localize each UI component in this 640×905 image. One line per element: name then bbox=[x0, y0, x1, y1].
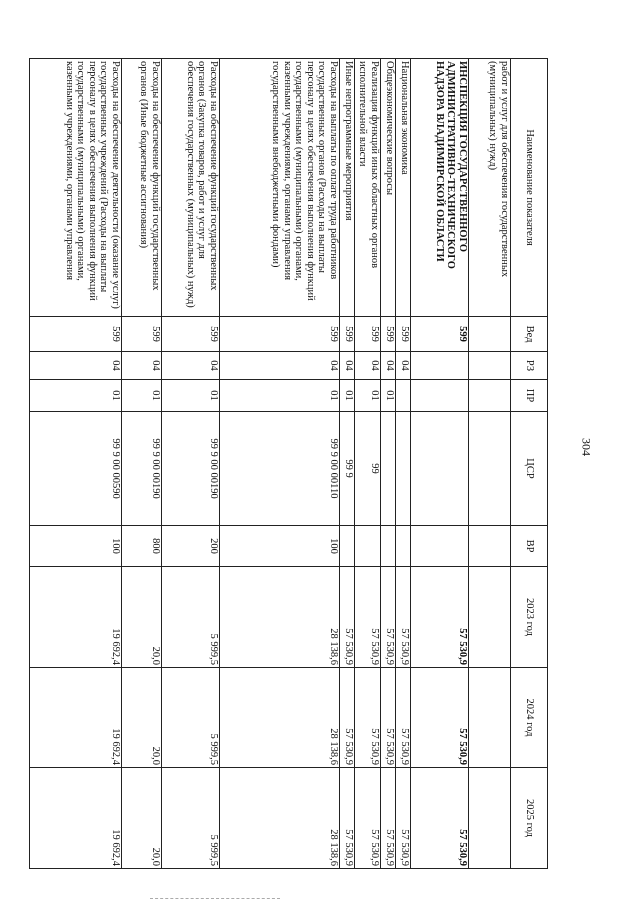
cell-y2025: 57 530,9 bbox=[355, 768, 381, 869]
cell-y2023: 19 692,4 bbox=[30, 567, 122, 668]
table-row bbox=[162, 59, 220, 869]
cell-name: Расходы на выплаты по оплате труда работников государственных органов (Расходы на выплаты персоналу в целях обеспечения выполнения функций государственными (муниципальными) органами, казенными учреждениями, органами управления государственными внебюджетными фондами) bbox=[220, 59, 340, 317]
cell-csr bbox=[396, 412, 411, 526]
cell-pr: 01 bbox=[162, 380, 220, 412]
cell-y2024 bbox=[469, 668, 511, 768]
cell-name: Расходы на обеспечение функций государственных органов (Закупка товаров, работ и услуг для обеспечения государственных (муниципальных) нужд) bbox=[162, 59, 220, 317]
cell-y2024: 57 530,9 bbox=[355, 668, 381, 768]
cell-rz: 04 bbox=[162, 352, 220, 380]
cell-y2023 bbox=[469, 567, 511, 668]
header-2025: 2025 год bbox=[511, 768, 548, 869]
cell-rz: 04 bbox=[355, 352, 381, 380]
cell-csr: 99 9 00 00110 bbox=[220, 412, 340, 526]
cell-ved bbox=[469, 317, 511, 352]
header-pr: ПР bbox=[511, 380, 548, 412]
header-name: Наименование показателя bbox=[511, 59, 548, 317]
cell-y2024: 19 692,4 bbox=[30, 668, 122, 768]
scan-edge-line bbox=[150, 898, 280, 899]
cell-y2023: 28 138,6 bbox=[220, 567, 340, 668]
cell-vr bbox=[396, 526, 411, 567]
cell-csr: 99 9 00 00590 bbox=[30, 412, 122, 526]
cell-ved: 599 bbox=[381, 317, 396, 352]
cell-pr: 01 bbox=[340, 380, 355, 412]
cell-pr: 01 bbox=[30, 380, 122, 412]
cell-y2023: 57 530,9 bbox=[381, 567, 396, 668]
cell-pr bbox=[469, 380, 511, 412]
header-2023: 2023 год bbox=[511, 567, 548, 668]
cell-ved: 599 bbox=[162, 317, 220, 352]
cell-y2023: 20,0 bbox=[122, 567, 162, 668]
cell-y2023: 57 530,9 bbox=[355, 567, 381, 668]
cell-vr: 800 bbox=[122, 526, 162, 567]
cell-ved: 599 bbox=[30, 317, 122, 352]
cell-y2024: 57 530,9 bbox=[411, 668, 469, 768]
cell-y2025: 57 530,9 bbox=[396, 768, 411, 869]
cell-pr: 01 bbox=[355, 380, 381, 412]
budget-table bbox=[29, 58, 548, 869]
cell-csr: 99 9 00 00190 bbox=[162, 412, 220, 526]
table-header-row bbox=[511, 59, 548, 869]
page-number: 304 bbox=[579, 438, 594, 456]
cell-y2024: 5 999,5 bbox=[162, 668, 220, 768]
cell-y2024: 57 530,9 bbox=[381, 668, 396, 768]
cell-y2025: 20,0 bbox=[122, 768, 162, 869]
cell-name: работ и услуг для обеспечения государственных (муниципальных) нужд) bbox=[469, 59, 511, 317]
cell-rz bbox=[411, 352, 469, 380]
cell-rz: 04 bbox=[122, 352, 162, 380]
cell-csr: 99 9 bbox=[340, 412, 355, 526]
header-vr: ВР bbox=[511, 526, 548, 567]
cell-y2024: 28 138,6 bbox=[220, 668, 340, 768]
cell-csr bbox=[469, 412, 511, 526]
header-ved: Вед bbox=[511, 317, 548, 352]
cell-name: Национальная экономика bbox=[396, 59, 411, 317]
cell-rz bbox=[469, 352, 511, 380]
table-row bbox=[381, 59, 396, 869]
header-2024: 2024 год bbox=[511, 668, 548, 768]
cell-name: Расходы на обеспечение функций государственных органов (Иные бюджетные ассигнования) bbox=[122, 59, 162, 317]
cell-vr bbox=[469, 526, 511, 567]
cell-rz: 04 bbox=[381, 352, 396, 380]
cell-vr: 100 bbox=[30, 526, 122, 567]
table-row bbox=[340, 59, 355, 869]
cell-y2025: 19 692,4 bbox=[30, 768, 122, 869]
cell-ved: 599 bbox=[340, 317, 355, 352]
cell-ved: 599 bbox=[220, 317, 340, 352]
cell-name: Иные непрограммные мероприятия bbox=[340, 59, 355, 317]
cell-csr: 99 bbox=[355, 412, 381, 526]
cell-csr bbox=[411, 412, 469, 526]
cell-y2023: 5 999,5 bbox=[162, 567, 220, 668]
table-row bbox=[469, 59, 511, 869]
cell-y2024: 20,0 bbox=[122, 668, 162, 768]
cell-pr bbox=[411, 380, 469, 412]
table-row bbox=[122, 59, 162, 869]
cell-name: Расходы на обеспечение деятельности (оказание услуг) государственных учреждений (Расходы на выплаты персоналу в целях обеспечения выполнения функций государственными (муниципальными) органами, казенными учреждениями, органами управления bbox=[30, 59, 122, 317]
cell-rz: 04 bbox=[340, 352, 355, 380]
cell-y2024: 57 530,9 bbox=[340, 668, 355, 768]
cell-y2023: 57 530,9 bbox=[340, 567, 355, 668]
cell-name: ИНСПЕКЦИЯ ГОСУДАРСТВЕННОГО АДМИНИСТРАТИВНО-ТЕХНИЧЕСКОГО НАДЗОРА ВЛАДИМИРСКОЙ ОБЛАСТИ bbox=[411, 59, 469, 317]
cell-name: Реализация функций иных областных органов исполнительной власти bbox=[355, 59, 381, 317]
cell-y2025: 57 530,9 bbox=[381, 768, 396, 869]
header-csr: ЦСР bbox=[511, 412, 548, 526]
header-rz: РЗ bbox=[511, 352, 548, 380]
cell-pr: 01 bbox=[220, 380, 340, 412]
table-row bbox=[396, 59, 411, 869]
table-row bbox=[355, 59, 381, 869]
cell-vr: 200 bbox=[162, 526, 220, 567]
cell-y2023: 57 530,9 bbox=[411, 567, 469, 668]
cell-y2025: 57 530,9 bbox=[340, 768, 355, 869]
cell-y2025: 57 530,9 bbox=[411, 768, 469, 869]
cell-vr bbox=[340, 526, 355, 567]
table-row bbox=[220, 59, 340, 869]
cell-vr: 100 bbox=[220, 526, 340, 567]
cell-name: Общеэкономические вопросы bbox=[381, 59, 396, 317]
cell-ved: 599 bbox=[396, 317, 411, 352]
cell-ved: 599 bbox=[355, 317, 381, 352]
cell-vr bbox=[411, 526, 469, 567]
cell-rz: 04 bbox=[30, 352, 122, 380]
cell-pr bbox=[396, 380, 411, 412]
cell-vr bbox=[381, 526, 396, 567]
table-row bbox=[411, 59, 469, 869]
table-row bbox=[30, 59, 122, 869]
table-body bbox=[30, 59, 511, 869]
cell-ved: 599 bbox=[411, 317, 469, 352]
cell-csr: 99 9 00 00190 bbox=[122, 412, 162, 526]
cell-csr bbox=[381, 412, 396, 526]
cell-y2024: 57 530,9 bbox=[396, 668, 411, 768]
cell-y2025 bbox=[469, 768, 511, 869]
cell-y2023: 57 530,9 bbox=[396, 567, 411, 668]
cell-pr: 01 bbox=[381, 380, 396, 412]
cell-y2025: 5 999,5 bbox=[162, 768, 220, 869]
cell-rz: 04 bbox=[220, 352, 340, 380]
cell-rz: 04 bbox=[396, 352, 411, 380]
rotated-page-content bbox=[20, 58, 548, 868]
cell-vr bbox=[355, 526, 381, 567]
cell-ved: 599 bbox=[122, 317, 162, 352]
cell-y2025: 28 138,6 bbox=[220, 768, 340, 869]
cell-pr: 01 bbox=[122, 380, 162, 412]
